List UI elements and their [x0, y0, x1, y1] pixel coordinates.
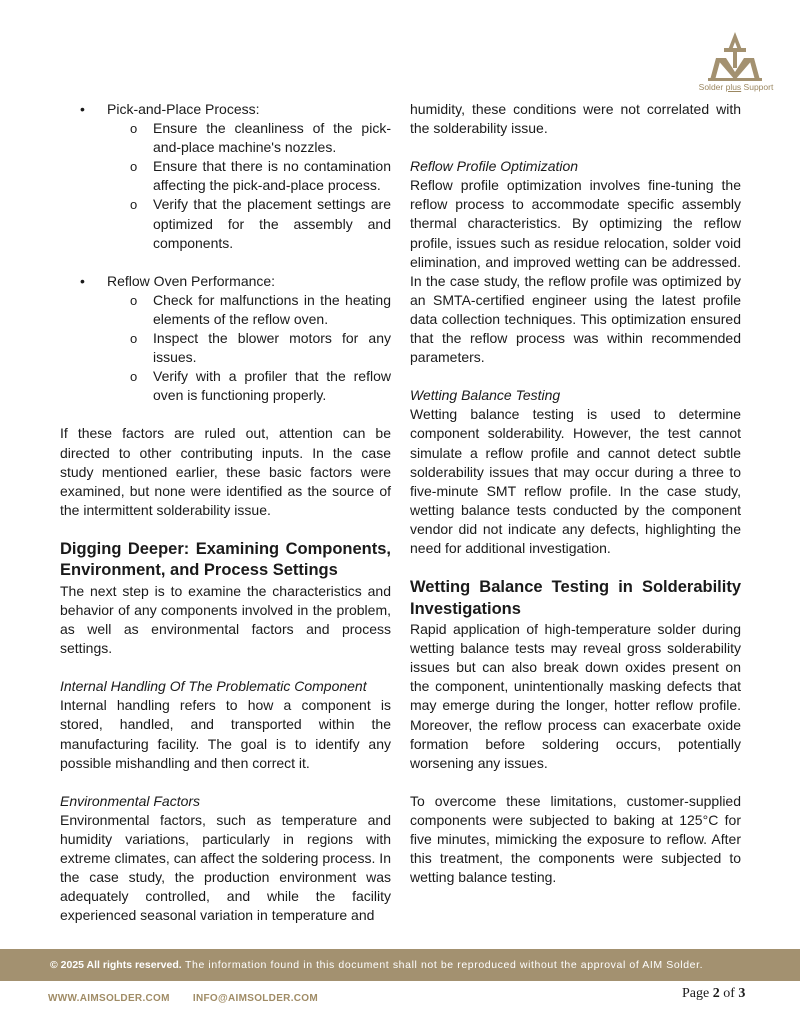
sub-item [60, 157, 391, 195]
copyright-notice: The information found in this document shall not be reproduced without the approval of AIM Solder. [181, 959, 704, 971]
circle-bullet-icon: o [130, 331, 138, 347]
sub-item-text: Check for malfunctions in the heating elements of the reflow oven. [153, 291, 391, 327]
sub-item-text: Ensure the cleanliness of the pick-and-place machine's nozzles. [153, 120, 391, 156]
sub-item-text: Ensure that there is no contamination affecting the pick-and-place process. [153, 158, 391, 194]
bullet-dot-icon: • [80, 101, 85, 117]
footer-links [48, 993, 338, 1004]
sub-item-text: Inspect the blower motors for any issues. [153, 330, 391, 366]
heading-digging-deeper: Digging Deeper: Examining Components, Environment, and Process Settings [60, 539, 391, 580]
page-number: Page 2 of 3 [682, 986, 746, 1001]
circle-bullet-icon: o [130, 121, 138, 137]
paragraph-ruled-out: If these factors are ruled out, attention can be directed to other contributing inputs. In the case study mentioned earlier, these basic factors were examined, but none were identified as the source of the intermittent solderability issue. [60, 425, 391, 518]
bullet-label: Reflow Oven Performance: [107, 272, 276, 289]
paragraph-overcome: To overcome these limitations, customer-supplied components were subjected to baking at 125°C for five minutes, mimicking the exposure to reflow. After this treatment, the components were subjected to wetting balance testing. [410, 792, 741, 886]
left-column [60, 100, 391, 925]
paragraph-next-step: The next step is to examine the characteristics and behavior of any components involved in the problem, as well as environmental factors and process settings. [60, 582, 391, 657]
aim-logo [698, 30, 774, 96]
circle-bullet-icon: o [130, 292, 138, 308]
sub-item [60, 195, 391, 252]
bullet-dot-icon: • [80, 272, 85, 289]
sub-item-text: Verify that the placement settings are optimized for the assembly and components. [153, 196, 391, 251]
paragraph-environmental-factors: Environmental factors, such as temperature and humidity variations, particularly in regions with extreme climates, can affect the soldering process. In the case study, the production environment was adequately controlled, and while the facility experienced seasonal variation in temperature and [60, 811, 391, 924]
logo-tagline: Solder plus Support [698, 82, 774, 92]
subheading-environmental-factors: Environmental Factors [60, 792, 201, 809]
sub-item [60, 119, 391, 157]
paragraph-continued: humidity, these conditions were not correlated with the solderability issue. [410, 101, 741, 137]
aim-logo-mark [700, 30, 770, 82]
footer-copyright-band [0, 949, 800, 981]
circle-bullet-icon: o [130, 159, 138, 175]
circle-bullet-icon: o [130, 197, 138, 213]
paragraph-internal-handling: Internal handling refers to how a component is stored, handled, and transported within the manufacturing facility. The goal is to identify any possible mishandling and then correct it. [60, 697, 391, 771]
paragraph-wetting-balance: Wetting balance testing is used to determine component solderability. However, the test cannot simulate a reflow profile and cannot detect subtle solderability issues that may occur during a three to five-minute SMT reflow profile. In the case study, wetting balance tests conducted by the component vendor did not indicate any defects, highlighting the need for additional investigation. [410, 406, 741, 556]
subheading-internal-handling: Internal Handling Of The Problematic Component [60, 678, 367, 695]
subheading-wetting-balance: Wetting Balance Testing [410, 387, 561, 404]
sub-item [60, 291, 391, 329]
paragraph-reflow-profile: Reflow profile optimization involves fine-tuning the reflow process to accommodate specific assembly thermal characteristics. By optimizing the reflow profile, issues such as residue relocation, solder void elimination, and improved wetting can be addressed. In the case study, the reflow profile was optimized by an SMTA-certified engineer using the latest profile data collection techniques. This optimization ensured that the reflow process was within recommended parameters. [410, 177, 741, 366]
copyright-text: © 2025 All rights reserved. [50, 959, 182, 971]
sub-item [60, 329, 391, 367]
subheading-reflow-profile: Reflow Profile Optimization [410, 158, 579, 175]
bullet-label: Pick-and-Place Process: [107, 101, 260, 117]
heading-wetting-balance-investigations: Wetting Balance Testing in Solderability Investigations [410, 578, 741, 618]
right-column [410, 100, 741, 887]
bullet-reflow-oven [60, 272, 391, 291]
sub-item [60, 367, 391, 405]
circle-bullet-icon: o [130, 369, 138, 385]
paragraph-rapid-application: Rapid application of high-temperature solder during wetting balance tests may reveal gross solderability issues but can also break down oxides present on the component, unintentionally masking defects that may emerge during the longer, hotter reflow profile. Moreover, the reflow process can exacerbate oxide formation before soldering occurs, potentially worsening any issues. [410, 621, 741, 771]
email-link[interactable]: INFO@AIMSOLDER.COM [192, 993, 319, 1004]
website-link[interactable]: WWW.AIMSOLDER.COM [48, 993, 170, 1004]
sub-item-text: Verify with a profiler that the reflow oven is functioning properly. [153, 368, 391, 404]
bullet-pick-and-place [60, 100, 391, 119]
